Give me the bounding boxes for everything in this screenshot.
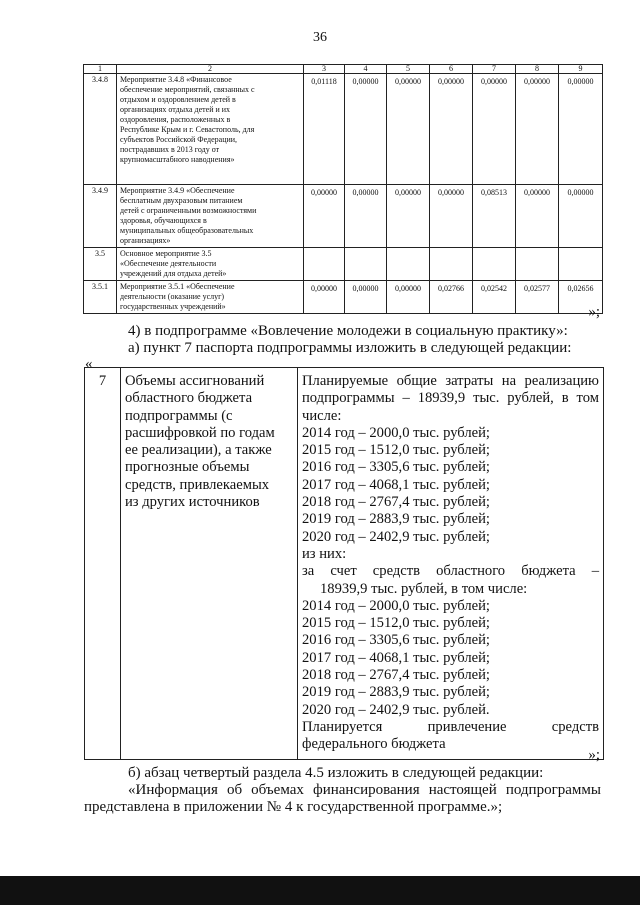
year-line: 2020 год – 2402,9 тыс. рублей; xyxy=(302,528,490,545)
value-cell: 0,00000 xyxy=(387,74,430,185)
table-header-row xyxy=(84,65,603,74)
year-line: 2016 год – 3305,6 тыс. рублей; xyxy=(302,632,490,649)
row-title-line: деятельности (оказание услуг) xyxy=(120,292,225,301)
paragraph-item-b: б) абзац четвертый раздела 4.5 изложить в следующей редакции: xyxy=(128,765,544,781)
value-cell: 0,00000 xyxy=(430,74,473,185)
word: том xyxy=(576,390,599,407)
row-title-line: Основное мероприятие 3.5 xyxy=(120,249,212,258)
label-line: из других источников xyxy=(125,494,260,511)
row-title-line: здоровья, обучающихся в xyxy=(120,216,207,225)
row-title-line: муниципальных общеобразовательных xyxy=(120,226,254,235)
table-row xyxy=(85,368,604,760)
row-title-line: государственных учреждений» xyxy=(120,302,226,311)
word: финансирования xyxy=(312,782,420,798)
value-cell: 0,08513 xyxy=(473,185,516,248)
paragraph-info-line-2: представлена в приложении № 4 к государственной программе.»; xyxy=(84,799,503,815)
word: областного xyxy=(436,563,506,580)
word: 18939,9 xyxy=(417,390,466,407)
row-title-line: организациях отдыха детей и их xyxy=(120,105,231,114)
table-row xyxy=(84,248,603,281)
total-line-1 xyxy=(302,373,599,390)
year-line: 2014 год – 2000,0 тыс. рублей; xyxy=(302,597,490,614)
word: средств xyxy=(551,718,599,735)
item-content xyxy=(298,368,604,760)
word: тыс. xyxy=(473,390,500,407)
year-line: 2016 год – 3305,6 тыс. рублей; xyxy=(302,459,490,476)
row-title-line: Мероприятие 3.5.1 «Обеспечение xyxy=(120,282,235,291)
value-cell: 0,01118 xyxy=(304,74,345,185)
column-header: 8 xyxy=(516,65,559,74)
of-them-line: из них: xyxy=(302,545,347,562)
value-cell: 0,02577 xyxy=(516,281,559,314)
word: – xyxy=(402,390,410,407)
regional-line-1 xyxy=(302,563,599,580)
value-cell: 0,02766 xyxy=(430,281,473,314)
word: привлечение xyxy=(427,718,507,735)
value-cell: 0,00000 xyxy=(387,281,430,314)
year-line: 2017 год – 4068,1 тыс. рублей; xyxy=(302,476,490,493)
value-cell: 0,00000 xyxy=(559,74,603,185)
total-line-3: числе: xyxy=(302,407,342,424)
word: счет xyxy=(330,563,357,580)
closing-quote: »; xyxy=(588,304,600,320)
word: настоящей xyxy=(428,782,497,798)
value-cell xyxy=(559,248,603,281)
value-cell: 0,00000 xyxy=(345,74,387,185)
word: – xyxy=(591,563,599,580)
row-title-line: оздоровления, расположенных в xyxy=(120,115,231,124)
row-number: 3.5.1 xyxy=(84,281,117,314)
column-header: 1 xyxy=(84,65,117,74)
table-row xyxy=(84,185,603,248)
row-title-line: «Обеспечение деятельности xyxy=(120,259,217,268)
value-cell xyxy=(304,248,345,281)
word: Планируется xyxy=(302,718,383,735)
row-title-line: организациях» xyxy=(120,236,171,245)
closing-quote: »; xyxy=(588,747,600,763)
word: средств xyxy=(372,563,421,580)
value-cell xyxy=(345,248,387,281)
word: бюджета xyxy=(521,563,576,580)
year-line: 2014 год – 2000,0 тыс. рублей; xyxy=(302,424,490,441)
year-line: 2015 год – 1512,0 тыс. рублей; xyxy=(302,442,490,459)
row-title-line: отдыхом и оздоровлением детей в xyxy=(120,95,236,104)
word: подпрограммы xyxy=(505,782,601,798)
year-line: 2018 год – 2767,4 тыс. рублей; xyxy=(302,494,490,511)
row-title-line: Мероприятие 3.4.9 «Обеспечение xyxy=(120,186,235,195)
word: в xyxy=(561,390,569,407)
opening-quote: « xyxy=(85,356,93,372)
value-cell: 0,00000 xyxy=(559,185,603,248)
total-line-2 xyxy=(302,390,599,407)
paragraph-item-a: а) пункт 7 паспорта подпрограммы изложить в следующей редакции: xyxy=(128,340,572,356)
paragraph-item-4: 4) в подпрограмме «Вовлечение молодежи в социальную практику»: xyxy=(128,323,568,339)
word: об xyxy=(226,782,243,798)
paragraph-info-line-1 xyxy=(128,781,601,799)
word: на xyxy=(501,373,517,389)
label-line: прогнозные объемы xyxy=(125,459,250,476)
word: затраты xyxy=(445,373,494,389)
column-header: 9 xyxy=(559,65,603,74)
label-line: Объемы ассигнований xyxy=(125,373,265,389)
column-header: 5 xyxy=(387,65,430,74)
word: Планируемые xyxy=(302,373,389,389)
year-line: 2019 год – 2883,9 тыс. рублей; xyxy=(302,511,490,528)
value-cell: 0,00000 xyxy=(516,185,559,248)
page-number: 36 xyxy=(313,30,327,45)
value-cell xyxy=(516,248,559,281)
label-line: подпрограммы (с xyxy=(125,407,233,424)
label-line: ее реализации), а также xyxy=(125,442,272,459)
row-number: 3.4.8 xyxy=(84,74,117,185)
value-cell xyxy=(387,248,430,281)
word: «Информация xyxy=(128,782,218,798)
value-cell xyxy=(473,248,516,281)
financing-table xyxy=(83,64,603,314)
column-header: 7 xyxy=(473,65,516,74)
federal-line-2: федерального бюджета xyxy=(302,736,446,753)
value-cell: 0,00000 xyxy=(345,281,387,314)
value-cell: 0,02542 xyxy=(473,281,516,314)
value-cell xyxy=(430,248,473,281)
value-cell: 0,00000 xyxy=(304,281,345,314)
row-title-line: обеспечение мероприятий, связанных с xyxy=(120,85,255,94)
item-number: 7 xyxy=(85,368,121,760)
label-line: расшифровкой по годам xyxy=(125,424,275,441)
row-title xyxy=(117,248,304,281)
year-line: 2018 год – 2767,4 тыс. рублей; xyxy=(302,667,490,684)
column-header: 2 xyxy=(117,65,304,74)
label-line: средств, привлекаемых xyxy=(125,476,270,493)
row-title-line: учреждений для отдыха детей» xyxy=(120,269,227,278)
column-header: 6 xyxy=(430,65,473,74)
year-line: 2020 год – 2402,9 тыс. рублей. xyxy=(302,701,490,718)
word: подпрограммы xyxy=(302,390,395,407)
value-cell: 0,00000 xyxy=(473,74,516,185)
item-label xyxy=(121,368,298,760)
row-title-line: Мероприятие 3.4.8 «Финансовое xyxy=(120,75,232,84)
year-line: 2015 год – 1512,0 тыс. рублей; xyxy=(302,615,490,632)
year-line: 2019 год – 2883,9 тыс. рублей; xyxy=(302,684,490,701)
row-title xyxy=(117,281,304,314)
row-number: 3.4.9 xyxy=(84,185,117,248)
column-header: 3 xyxy=(304,65,345,74)
column-header: 4 xyxy=(345,65,387,74)
row-title-line: субъектов Российской Федерации, xyxy=(120,135,238,144)
table-row xyxy=(84,74,603,185)
row-title-line: Республике Крым и г. Севастополь, для xyxy=(120,125,255,134)
value-cell: 0,00000 xyxy=(430,185,473,248)
row-title-line: бесплатным двухразовым питанием xyxy=(120,196,243,205)
word: объемах xyxy=(251,782,304,798)
regional-line-2: 18939,9 тыс. рублей, в том числе: xyxy=(320,580,528,597)
row-title-line: крупномасштабного наводнения» xyxy=(120,155,235,164)
value-cell: 0,02656 xyxy=(559,281,603,314)
label-line: областного бюджета xyxy=(125,390,253,407)
year-line: 2017 год – 4068,1 тыс. рублей; xyxy=(302,649,490,666)
word: общие xyxy=(396,373,437,389)
row-title xyxy=(117,185,304,248)
word: рублей, xyxy=(507,390,554,407)
federal-line-1 xyxy=(302,719,599,736)
value-cell: 0,00000 xyxy=(345,185,387,248)
row-title xyxy=(117,74,304,185)
passport-table xyxy=(84,367,604,760)
word: за xyxy=(302,563,315,580)
value-cell: 0,00000 xyxy=(304,185,345,248)
row-title-line: пострадавших в 2013 году от xyxy=(120,145,220,154)
row-number: 3.5 xyxy=(84,248,117,281)
value-cell: 0,00000 xyxy=(387,185,430,248)
word: реализацию xyxy=(524,373,599,389)
value-cell: 0,00000 xyxy=(516,74,559,185)
row-title-line: детей с ограниченными возможностями xyxy=(120,206,257,215)
scan-bottom-edge xyxy=(0,876,640,905)
